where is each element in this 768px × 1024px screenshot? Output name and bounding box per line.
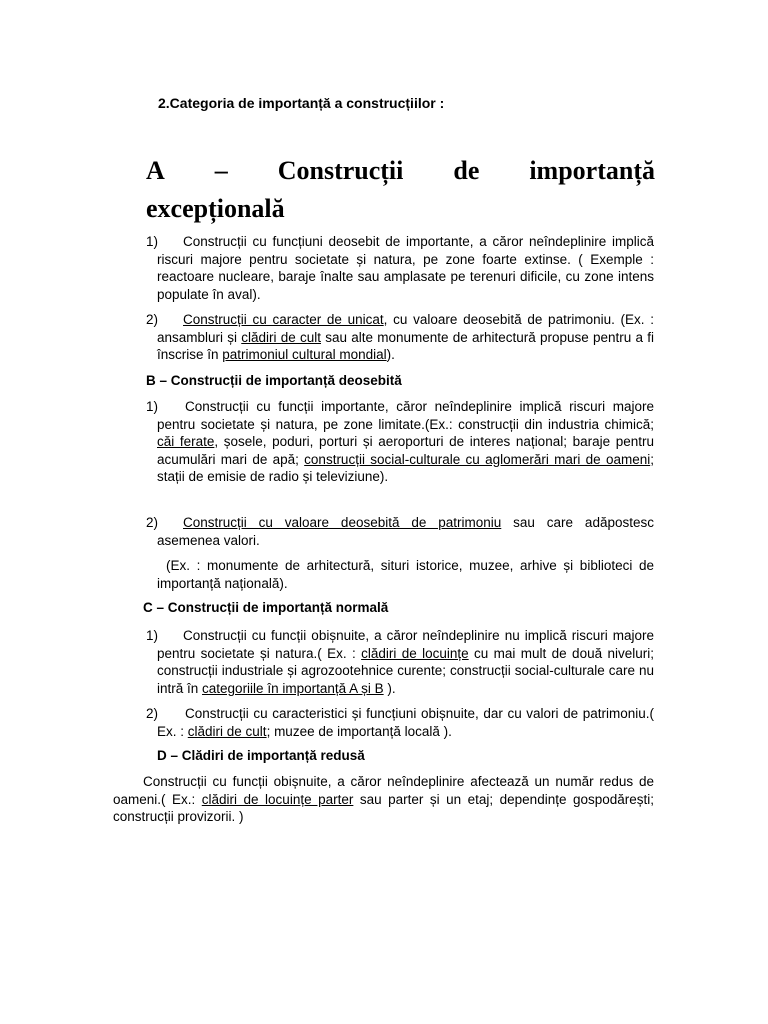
item-text [157, 514, 654, 549]
item-number: 1) [146, 399, 159, 414]
category-letter: B [146, 373, 156, 388]
category-letter: C [143, 600, 153, 615]
text-run: Construcții cu funcții obișnuite, a căror neîndeplinire afectează un număr redus de oameni.( Ex.: [113, 774, 654, 807]
category-a-item-1 [146, 233, 654, 303]
underlined-term: construcții social-culturale cu aglomerări mari de oameni [304, 451, 651, 467]
heading-word: – [214, 156, 228, 185]
item-text [157, 627, 654, 697]
category-a-heading [146, 152, 655, 228]
category-a-heading-line2: excepțională [146, 194, 285, 223]
category-b-heading [146, 373, 402, 388]
text-run: cu mai mult de două niveluri; construcții industriale și agrozootehnice curente; construcții social-culturale care nu intră în [157, 645, 654, 696]
category-title: – Construcții de importanță normală [152, 600, 389, 615]
item-number: 1) [146, 234, 159, 249]
item-text [157, 398, 654, 486]
category-d-paragraph [113, 773, 654, 826]
category-c-heading [143, 600, 388, 615]
category-d-heading: D – Clădiri de importanță redusă [157, 748, 365, 763]
underlined-term: clădiri de cult [187, 723, 267, 739]
item-number: 2) [146, 515, 159, 530]
item-number: 2) [146, 706, 159, 721]
text-run: , șosele, poduri, porturi și aeroporturi de interes național; baraje pentru acumulări mari de apă; [157, 434, 654, 467]
text-run: ). [383, 680, 396, 696]
underlined-term: Construcții cu valoare deosebită de patrimoniu [183, 515, 502, 530]
heading-word: A [146, 156, 165, 185]
underlined-term: clădiri de locuințe [361, 645, 469, 661]
category-b-item-2 [146, 514, 654, 549]
item-number: 1) [146, 628, 159, 643]
category-c-item-1 [146, 627, 654, 697]
text-run: ; muzee de importanță locală ). [266, 723, 452, 739]
heading-word: Construcții [277, 156, 404, 185]
heading-word: de [453, 156, 480, 185]
text-run: sau parter și un etaj; dependințe gospodărești; construcții provizorii. ) [113, 791, 655, 825]
underlined-term: patrimoniul cultural mondial [222, 347, 387, 363]
text-run: sau alte monumente de arhitectură propuse pentru a fi înscrise în [157, 329, 655, 363]
category-a-item-2 [146, 311, 654, 364]
item-text [157, 705, 654, 740]
category-c-item-2 [146, 705, 654, 740]
item-number: 2) [146, 312, 159, 327]
underlined-term: căi ferate [157, 434, 215, 450]
text-run: ; stații de emisie de radio și televiziune). [157, 451, 654, 485]
underlined-term: Construcții cu caracter de unicat [183, 312, 384, 327]
section-title: 2.Categoria de importanță a construcțiilor : [158, 95, 445, 111]
underlined-term: clădiri de cult [241, 329, 321, 345]
text-run: sau care adăpostesc asemenea valori. [157, 515, 654, 548]
item-text: Construcții cu funcțiuni deosebit de importante, a căror neîndeplinire implică riscuri majore pentru societate și natura, pe zone foarte extinse. ( Exemple : reactoare nucleare, baraje înalte sau amplasate pe terenuri dificile, cu zone intens populate în aval). [157, 234, 654, 302]
category-b-example: (Ex. : monumente de arhitectură, situri istorice, muzee, arhive și biblioteci de importanță națională). [157, 558, 654, 591]
text-run: , cu valoare deosebită de patrimoniu. (Ex. : ansambluri și [157, 312, 655, 345]
underlined-term: categoriile în importanță A și B [202, 680, 384, 696]
text-run: Construcții cu caracteristici și funcțiuni obișnuite, dar cu valori de patrimoniu.( Ex. : [157, 706, 654, 739]
item-text [157, 311, 654, 364]
category-a-heading-line1 [146, 152, 655, 190]
heading-word: importanță [529, 156, 655, 185]
underlined-term: clădiri de locuințe parter [201, 791, 354, 807]
text-run: Construcții cu funcții importante, căror neîndeplinire implică riscuri majore pentru societate și natura, pe zone limitate.(Ex.: construcții din industria chimică; [157, 399, 654, 432]
text-run: Construcții cu funcții obișnuite, a căror neîndeplinire nu implică riscuri majore pentru societate și natura.( Ex. : [157, 628, 654, 661]
category-title: – Construcții de importanță deosebită [155, 373, 402, 388]
category-b-item-1 [146, 398, 654, 486]
text-run: ). [386, 347, 395, 363]
